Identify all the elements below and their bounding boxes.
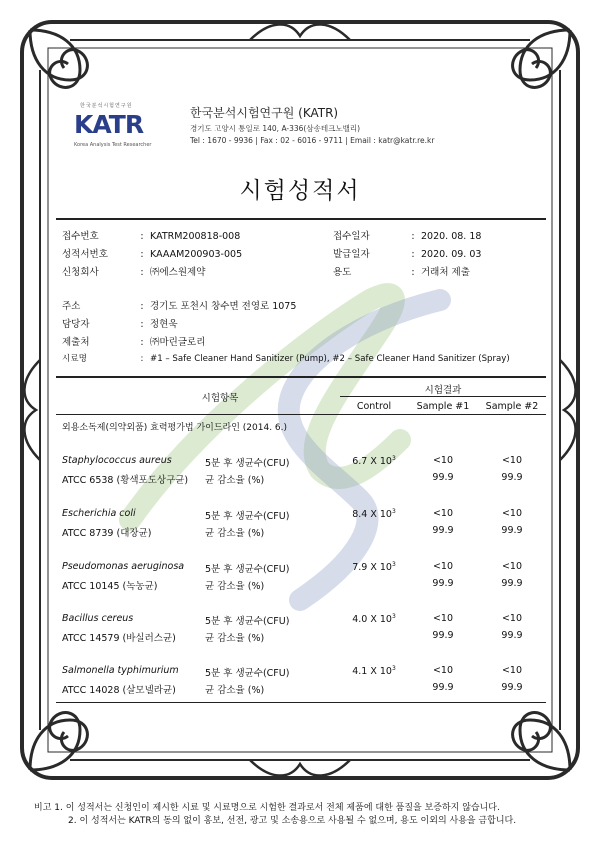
sample1-count: <10 xyxy=(432,508,454,519)
organism-name: Staphylococcus aureus xyxy=(62,455,172,466)
report-number-value: KAAAM200903-005 xyxy=(150,249,243,260)
sample1-reduction: 99.9 xyxy=(432,472,454,483)
control-value xyxy=(340,561,408,573)
sample2-count: <10 xyxy=(501,613,523,624)
sample-value: #1 – Safe Cleaner Hand Sanitizer (Pump), #2 – Safe Cleaner Hand Sanitizer (Spray) xyxy=(150,354,510,364)
control-base: 4.0 X 10 xyxy=(352,614,392,625)
control-base: 6.7 X 10 xyxy=(352,456,392,467)
sample2-reduction: 99.9 xyxy=(501,525,523,536)
address-row xyxy=(62,298,296,312)
column-sample-2: Sample #2 xyxy=(485,401,539,412)
manager-label: 담당자 xyxy=(62,319,90,330)
sample2-count: <10 xyxy=(501,455,523,466)
receipt-number-value: KATRM200818-008 xyxy=(150,231,241,242)
control-value xyxy=(340,508,408,520)
organism-name: Escherichia coli xyxy=(62,508,136,519)
issue-date-row xyxy=(333,246,481,260)
cfu-label: 5분 후 생균수(CFU) xyxy=(205,458,290,469)
purpose-value: 거래처 제출 xyxy=(421,267,470,278)
organism-strain: ATCC 14028 (살모넬라균) xyxy=(62,685,176,696)
column-sample-1: Sample #1 xyxy=(416,401,470,412)
purpose-row xyxy=(333,264,470,278)
colon: : xyxy=(140,354,144,364)
colon: : xyxy=(140,267,144,278)
sample-row xyxy=(62,352,510,364)
organization-name: 한국분석시험연구원 (KATR) xyxy=(190,106,339,120)
cfu-label: 5분 후 생균수(CFU) xyxy=(205,511,290,522)
table-header-rule xyxy=(56,414,546,415)
organization-address: 경기도 고양시 통일로 140, A-336(삼송테크노밸리) xyxy=(190,124,360,133)
address-label: 주소 xyxy=(62,301,81,312)
reduction-label: 균 감소율 (%) xyxy=(205,581,265,592)
guideline-text: 외용소독제(의약외품) 효력평가법 가이드라인 (2014. 6.) xyxy=(62,423,288,433)
issue-date-value: 2020. 09. 03 xyxy=(421,249,482,260)
control-exponent: 3 xyxy=(391,613,396,620)
applicant-row xyxy=(62,264,205,278)
sample2-reduction: 99.9 xyxy=(501,578,523,589)
test-item-header: 시험항목 xyxy=(201,393,239,404)
sample1-reduction: 99.9 xyxy=(432,578,454,589)
table-top-rule xyxy=(56,376,546,378)
address-value: 경기도 포천시 창수면 전영로 1075 xyxy=(150,301,297,312)
sample2-count: <10 xyxy=(501,665,523,676)
remark-line-1: 비고 1. 이 성적서는 신청인이 제시한 시료 및 시료명으로 시험한 결과로서 전체 제품에 대한 품질을 보증하지 않습니다. xyxy=(34,803,500,813)
organism-strain: ATCC 8739 (대장균) xyxy=(62,528,152,539)
receipt-date-row xyxy=(333,228,481,242)
purpose-label: 용도 xyxy=(333,267,352,278)
document-title: 시험성적서 xyxy=(239,178,361,204)
report-header xyxy=(72,102,532,154)
katr-logo xyxy=(72,102,184,154)
control-base: 7.9 X 10 xyxy=(352,562,392,573)
sample2-reduction: 99.9 xyxy=(501,630,523,641)
organism-name: Bacillus cereus xyxy=(62,613,134,624)
colon: : xyxy=(140,301,144,312)
colon: : xyxy=(140,249,144,260)
manager-row xyxy=(62,316,178,330)
sample1-reduction: 99.9 xyxy=(432,682,454,693)
sample2-reduction: 99.9 xyxy=(501,682,523,693)
reduction-label: 균 감소율 (%) xyxy=(205,685,265,696)
test-result-header: 시험결과 xyxy=(424,385,462,396)
reduction-label: 균 감소율 (%) xyxy=(205,633,265,644)
organism-name: Salmonella typhimurium xyxy=(62,665,179,676)
organism-strain: ATCC 10145 (녹농균) xyxy=(62,581,158,592)
logo-subtitle: Korea Analysis Test Researcher xyxy=(74,142,152,148)
result-header-rule xyxy=(340,396,546,397)
organism-strain: ATCC 6538 (황색포도상구균) xyxy=(62,475,189,486)
logo-wordmark: KATR xyxy=(74,110,144,139)
submitter-label: 제출처 xyxy=(62,337,90,348)
organization-info xyxy=(190,104,434,145)
organism-strain: ATCC 14579 (바실러스균) xyxy=(62,633,176,644)
control-exponent: 3 xyxy=(391,561,396,568)
control-exponent: 3 xyxy=(391,665,396,672)
sample1-count: <10 xyxy=(432,665,454,676)
colon: : xyxy=(140,319,144,330)
sample-label: 시료명 xyxy=(62,354,87,364)
submitter-value: ㈜마린글로리 xyxy=(150,337,206,348)
applicant-value: ㈜에스원제약 xyxy=(150,267,206,278)
table-bottom-rule xyxy=(56,702,546,703)
title-divider xyxy=(56,218,546,220)
receipt-date-value: 2020. 08. 18 xyxy=(421,231,482,242)
control-exponent: 3 xyxy=(391,508,396,515)
submitter-row xyxy=(62,334,205,348)
sample1-count: <10 xyxy=(432,455,454,466)
remarks xyxy=(34,802,516,828)
receipt-number-label: 접수번호 xyxy=(62,231,99,242)
colon: : xyxy=(411,231,415,242)
sample1-reduction: 99.9 xyxy=(432,630,454,641)
sample1-count: <10 xyxy=(432,613,454,624)
remark-line-2: 2. 이 성적서는 KATR의 동의 없이 홍보, 선전, 광고 및 소송용으로 사용될 수 없으며, 용도 이외의 사용을 금합니다. xyxy=(68,816,517,826)
receipt-number-row xyxy=(62,228,240,242)
control-base: 8.4 X 10 xyxy=(352,509,392,520)
reduction-label: 균 감소율 (%) xyxy=(205,475,265,486)
sample2-count: <10 xyxy=(501,508,523,519)
receipt-date-label: 접수일자 xyxy=(333,231,370,242)
report-number-label: 성적서번호 xyxy=(62,249,108,260)
issue-date-label: 발급일자 xyxy=(333,249,370,260)
colon: : xyxy=(411,249,415,260)
cfu-label: 5분 후 생균수(CFU) xyxy=(205,564,290,575)
control-exponent: 3 xyxy=(391,455,396,462)
organism-name: Pseudomonas aeruginosa xyxy=(62,561,185,572)
organization-contact: Tel : 1670 - 9936 | Fax : 02 - 6016 - 9711 | Email : katr@katr.re.kr xyxy=(190,136,435,145)
control-value xyxy=(340,665,408,677)
logo-tagline: 한국분석시험연구원 xyxy=(80,103,133,109)
colon: : xyxy=(411,267,415,278)
control-base: 4.1 X 10 xyxy=(352,666,392,677)
applicant-label: 신청회사 xyxy=(62,267,99,278)
control-value xyxy=(340,613,408,625)
manager-value: 정현욱 xyxy=(150,319,178,330)
sample1-reduction: 99.9 xyxy=(432,525,454,536)
cfu-label: 5분 후 생균수(CFU) xyxy=(205,668,290,679)
colon: : xyxy=(140,337,144,348)
reduction-label: 균 감소율 (%) xyxy=(205,528,265,539)
sample2-reduction: 99.9 xyxy=(501,472,523,483)
report-number-row xyxy=(62,246,242,260)
sample2-count: <10 xyxy=(501,561,523,572)
colon: : xyxy=(140,231,144,242)
column-control: Control xyxy=(356,401,392,412)
cfu-label: 5분 후 생균수(CFU) xyxy=(205,616,290,627)
control-value xyxy=(340,455,408,467)
sample1-count: <10 xyxy=(432,561,454,572)
